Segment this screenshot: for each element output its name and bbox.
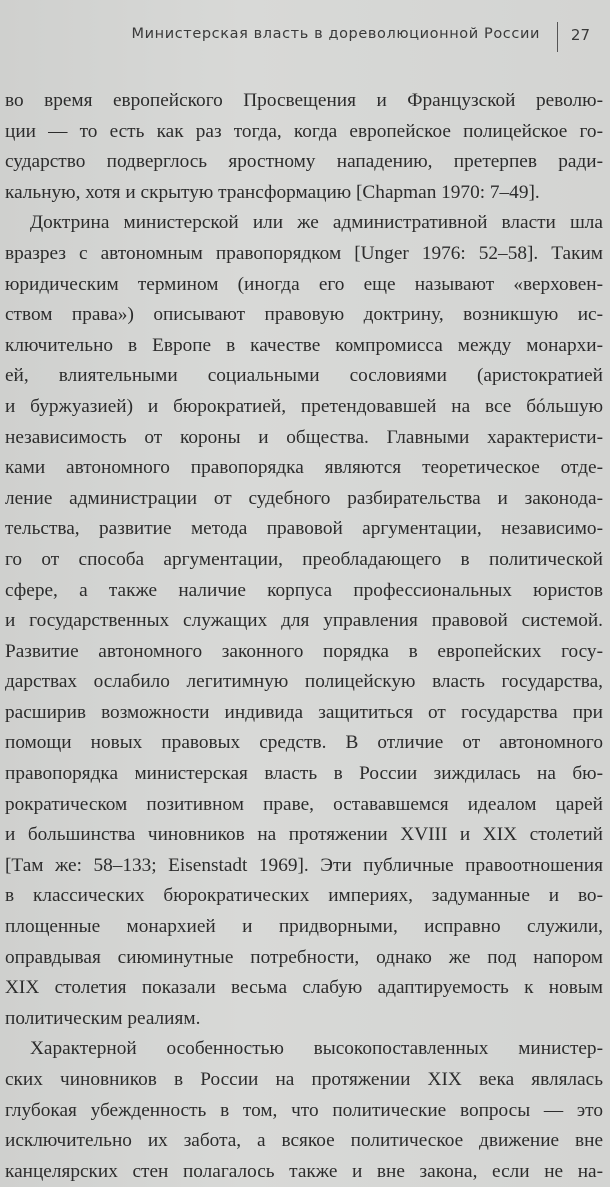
paragraph-first-line: Доктрина министерской или же административной власти шла (30, 212, 603, 234)
text-line: кальную, хотя и скрытую трансформацию [Chapman 1970: 7–49]. (5, 181, 540, 203)
header-divider (557, 22, 558, 52)
text-line: во время европейского Просвещения и Французской револю- (5, 90, 603, 111)
text-line: и большинства чиновников на протяжении XVIII и XIX столетий (5, 824, 603, 846)
text-line: рократическом позитивном праве, остававшемся идеалом царей (5, 793, 603, 815)
text-line: ками автономного правопорядка являются теоретическое отде- (5, 457, 603, 479)
text-line: правопорядка министерская власть в России зиждилась на бю- (5, 763, 603, 785)
paragraph-first-line: Характерной особенностью высокопоставленных министер- (30, 1038, 603, 1060)
text-line: в классических бюрократических империях, задуманные и во- (5, 885, 603, 907)
text-line: дарствах ослабило легитимную полицейскую власть государства, (5, 671, 603, 693)
text-line: и государственных служащих для управления правовой системой. (5, 610, 603, 632)
text-line: ством права») описывают правовую доктрину, возникшую ис- (5, 304, 603, 326)
text-line: сфере, а также наличие корпуса профессиональных юристов (5, 579, 603, 601)
text-line: политическим реалиям. (5, 1007, 201, 1029)
text-line: помощи новых правовых средств. В отличие от автономного (5, 732, 603, 754)
text-line: Развитие автономного законного порядка в европейских госу- (5, 640, 603, 662)
text-line: независимость от короны и общества. Главными характеристи- (5, 426, 603, 448)
text-line: XIX столетия показали весьма слабую адаптируемость к новым (5, 977, 603, 999)
text-line: [Там же: 58–133; Eisenstadt 1969]. Эти публичные правоотношения (5, 854, 603, 876)
text-line: тельства, развитие метода правовой аргументации, независимо- (5, 518, 603, 540)
text-line: расширив возможности индивида защититься от государства при (5, 701, 603, 723)
text-line: глубокая убежденность в том, что политические вопросы — это (5, 1099, 603, 1121)
page-number: 27 (570, 26, 590, 44)
text-line: вразрез с автономным правопорядком [Unger 1976: 52–58]. Таким (5, 242, 603, 264)
text-line: канцелярских стен полагалось также и вне закона, если не на- (5, 1160, 603, 1182)
text-line: юридическим термином (иногда его еще называют «верховен- (5, 273, 603, 295)
text-line: ключительно в Европе в качестве компромисса между монархи- (5, 334, 603, 356)
text-line: ции — то есть как раз тогда, когда европейское полицейское го- (5, 120, 603, 142)
running-title: Министерская власть в дореволюционной России (131, 26, 540, 42)
text-line: ей, влиятельными социальными сословиями (аристократией (5, 365, 603, 387)
text-line: сударство подверглось яростному нападению, претерпев ради- (5, 151, 603, 173)
text-line: оправдывая сиюминутные потребности, однако же под напором (5, 946, 603, 968)
text-line: го от способа аргументации, преобладающего в политической (5, 548, 603, 570)
text-line: площенные монархией и придворными, исправно служили, (5, 916, 603, 938)
text-line: исключительно их забота, а всякое политическое движение вне (5, 1130, 603, 1152)
body-text (5, 86, 603, 1187)
text-line: и буржуазией) и бюрократией, претендовавшей на все бóльшую (5, 395, 603, 417)
running-header (0, 22, 610, 52)
text-line: ление администрации от судебного разбирательства и законода- (5, 487, 603, 509)
text-line: ских чиновников в России на протяжении XIX века являлась (5, 1069, 603, 1090)
